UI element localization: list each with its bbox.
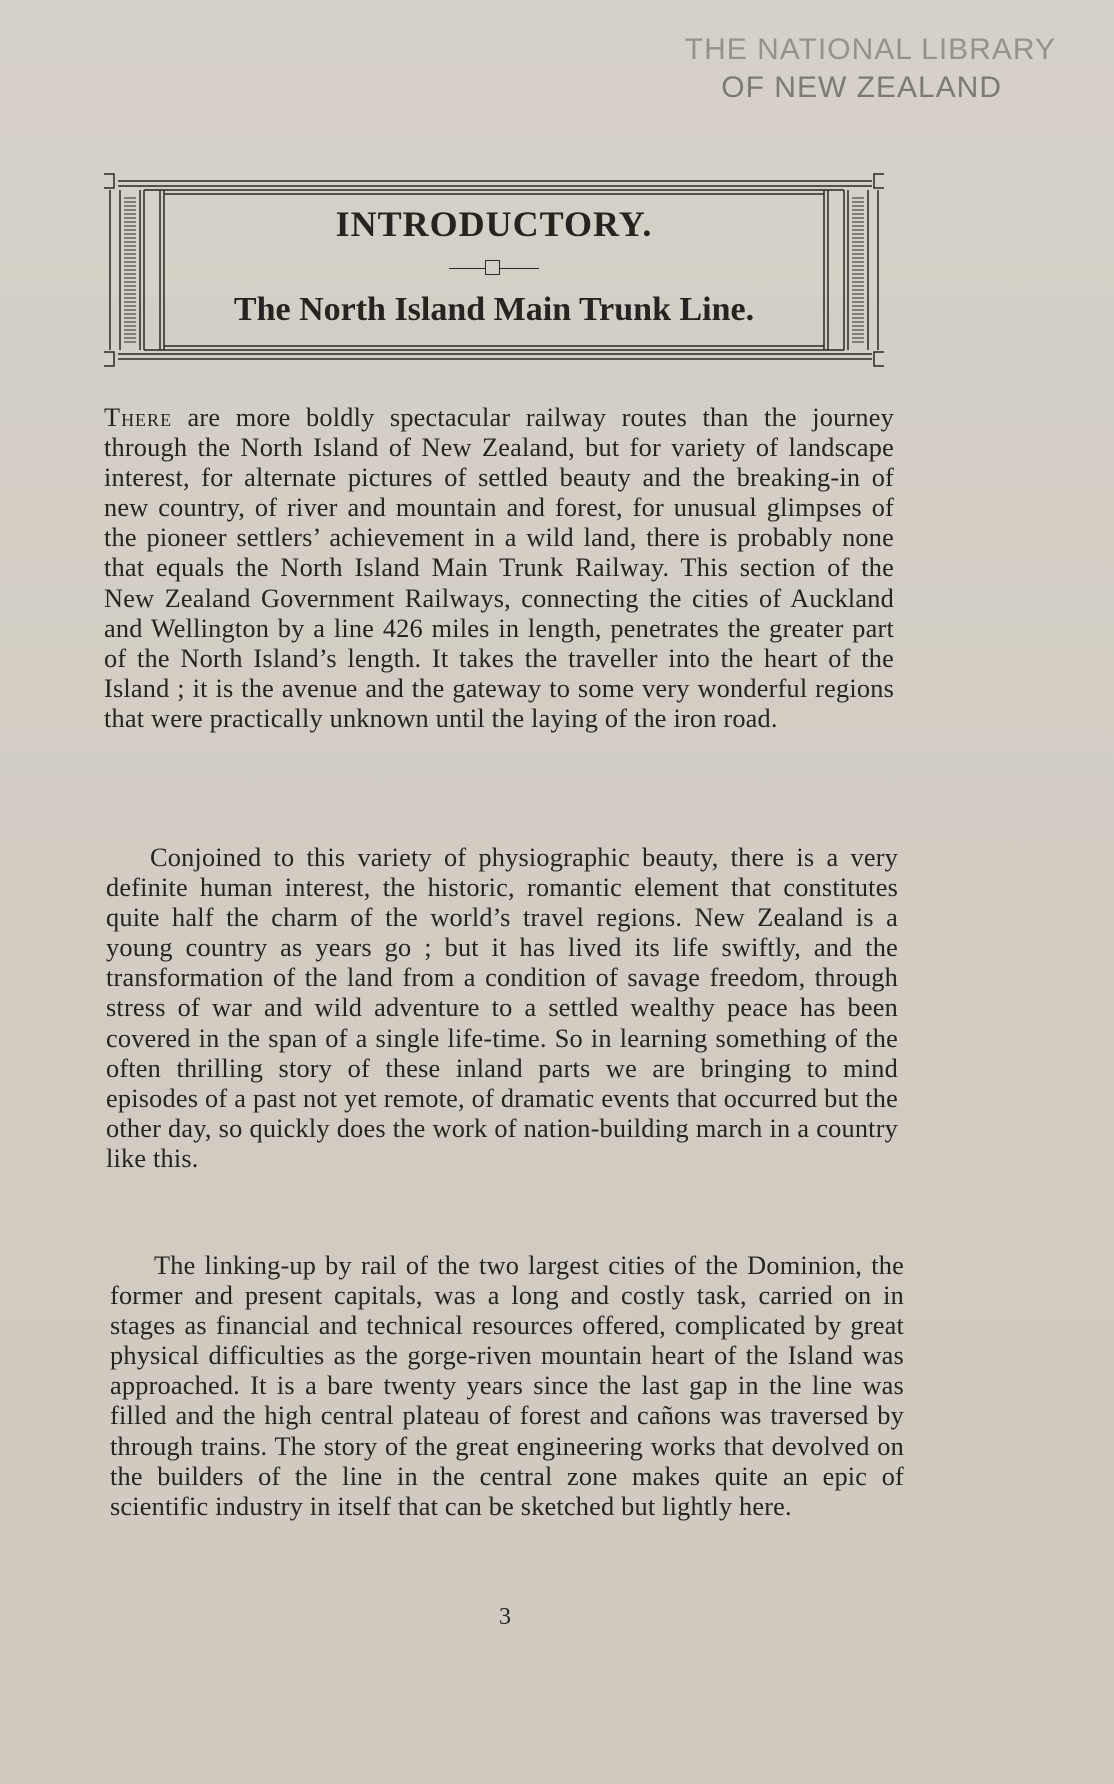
chapter-subtitle: The North Island Main Trunk Line. [233, 291, 755, 328]
divider-square-icon [485, 260, 500, 275]
paragraph-1 [104, 403, 894, 734]
chapter-title: INTRODUCTORY. [335, 204, 653, 244]
heading-block [164, 202, 824, 332]
paragraph-1-text: are more boldly spectacular railway routes than the journey through the North Island of New Zealand, but for variety of landscape interest, for alternate pictures of settled beauty and the breaking-in of new country, of river and mountain and forest, for unusual glimpses of the pioneer settlers’ achievement in a wild land, there is probably none that equals the North Island Main Trunk Railway. This section of the New Zealand Government Railways, connecting the cities of Auckland and Wellington by a line 426 miles in length, penetrates the greater part of the North Island’s length. It takes the traveller into the heart of the Island ; it is the avenue and the gateway to some very wonderful regions that were practically unknown until the laying of the iron road. [104, 403, 894, 733]
paragraph-2 [106, 843, 898, 1174]
stamp-line-1: THE NATIONAL LIBRARY [684, 33, 1056, 66]
ornamental-divider [449, 258, 539, 278]
paragraph-1-lead-word: There [104, 403, 173, 432]
paragraph-2-text: Conjoined to this variety of physiographic beauty, there is a very definite human interest, the historic, romantic element that constitutes quite half the charm of the world’s travel regions. New Zealand is a young country as years go ; but it has lived its life swiftly, and the transformation of the land from a condition of savage freedom, through stress of war and wild adventure to a settled wealthy peace has been covered in the span of a single life-time. So in learning something of the often thrilling story of these inland parts we are bringing to mind episodes of a past not yet remote, of dramatic events that occurred but the other day, so quickly does the work of nation-building march in a country like this. [106, 843, 898, 1173]
heading-frame [104, 172, 884, 368]
stamp-line-2: OF NEW ZEALAND [721, 71, 1002, 104]
library-stamp [685, 30, 1056, 106]
paragraph-3-text: The linking-up by rail of the two largest cities of the Dominion, the former and present capitals, was a long and costly task, carried on in stages as financial and technical resources offered, complicated by great physical difficulties as the gorge-riven mountain heart of the Island was approached. It is a bare twenty years since the last gap in the line was filled and the high central plateau of forest and cañons was traversed by through trains. The story of the great engineering works that devolved on the builders of the line in the central zone makes quite an epic of scientific industry in itself that can be sketched but lightly here. [110, 1251, 904, 1521]
page-number: 3 [499, 1604, 511, 1630]
paragraph-3 [110, 1251, 904, 1522]
